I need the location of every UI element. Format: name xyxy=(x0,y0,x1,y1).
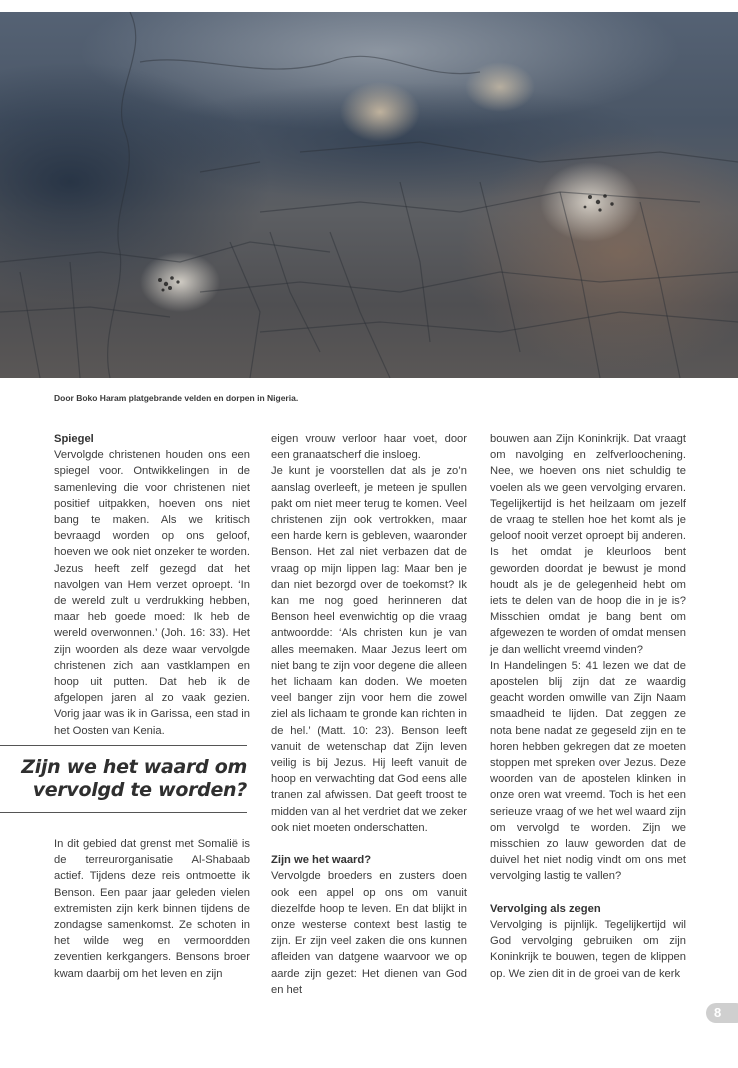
body-paragraph: Vervolging is pijnlijk. Tegelijkertijd wil God vervolging gebruiken om zijn Koninkrijk te bouwen, tegen de klippen op. We zien dit in de groei van de kerk xyxy=(490,919,686,980)
column-2 xyxy=(271,431,467,998)
section-heading-spiegel: Spiegel xyxy=(54,433,94,445)
body-paragraph: Je kunt je voorstellen dat als je zo’n aanslag overleeft, je meteen je spullen pakt om niet meer terug te komen. Veel christenen zijn ook vertrokken, maar een harde kern is gebleven, waaronder Benson. Het zal niet verbazen dat de vraag op mijn lippen lag: Maar ben je dan niet bezorgd over de toekomst? Ik kan me nog goed herinneren dat Benson heel evenwichtig op die vraag antwoordde: ‘Als christen kun je van alles meemaken. Maar Jezus leert om niet bang te zijn voor degene die alleen het lichaam kan doden. We moeten veel banger zijn voor hem die zowel ziel als lichaam te gronde kan richten in de hel.’ (Matt. 10: 23). Benson leeft vanuit de wetenschap dat Zijn leven veilig is bij Jezus. Hij leeft vanuit de hoop en verwachting dat God eens alle tranen zal afwissen. Dat geeft troost te midden van al het verdriet dat we zeker ook niet moeten onderschatten. xyxy=(271,465,467,834)
pull-quote-line-2: vervolgd te worden? xyxy=(32,779,247,801)
body-paragraph: eigen vrouw verloor haar voet, door een granaatscherf die insloeg. xyxy=(271,433,467,462)
pull-quote-line-1: Zijn we het waard om xyxy=(21,756,247,778)
pull-quote xyxy=(0,745,247,813)
section-heading-zegen: Vervolging als zegen xyxy=(490,902,601,915)
body-paragraph: Vervolgde christenen houden ons een spiegel voor. Ontwikkelingen in de samenleving die voor christenen niet positief uitpakken, hoeven ons niet bang te maken. Als we kritisch bevraagd worden op ons geloof, hoeven we ook niet onzeker te worden. Jezus heeft zelf gezegd dat het navolgen van Hem verzet oproept. ‘In de wereld zult u verdrukking hebben, maar heb goede moed: Ik heb de wereld overwonnen.’ (Joh. 16: 33). Het zijn woorden als deze waar vervolgde christenen zich aan vastklampen en hoop uit putten. Dat heb ik de afgelopen jaren al zo vaak gezien. Vorig jaar was ik in Garissa, een stad in het Oosten van Kenia. xyxy=(54,449,250,737)
column-1 xyxy=(54,431,250,739)
pull-quote-text xyxy=(21,756,247,802)
body-paragraph: In Handelingen 5: 41 lezen we dat de apostelen blij zijn dat ze waardig geacht worden omwille van Zijn Naam smaadheid te lijden. Dat zeggen ze nota bene nadat ze gegeseld zijn en te horen hebben gekregen dat ze moeten stoppen met spreken over Jezus. Deze woorden van de apostelen klinken in onze oren wat vreemd. Toch is het een serieuze vraag of we het wel waard zijn om vervolgd te worden. Zijn we misschien zo lauw geworden dat de duivel het niet nodig vindt om ons met vervolging lastig te vallen? xyxy=(490,659,686,883)
column-1-continued xyxy=(54,836,250,982)
aerial-photo xyxy=(0,12,738,378)
body-paragraph: Vervolgde broeders en zusters doen ook een appel op ons om vanuit diezelfde hoop te leven. En dat blijkt in onze westerse context best lastig te zijn. Er zijn veel zaken die ons kunnen afleiden van datgene waarvoor we op aarde zijn gezet: Het dienen van God en het xyxy=(271,870,467,996)
page-number-badge: 8 xyxy=(706,1003,738,1023)
photo-caption: Door Boko Haram platgebrande velden en dorpen in Nigeria. xyxy=(54,393,299,403)
column-3 xyxy=(490,431,686,982)
field-pattern-graphic xyxy=(0,12,738,378)
section-heading-waard: Zijn we het waard? xyxy=(271,854,372,867)
body-paragraph: bouwen aan Zijn Koninkrijk. Dat vraagt om navolging en zelfverloochening. Nee, we hoeven ons niet schuldig te voelen als we geen vervolging ervaren. Tegelijkertijd is het heilzaam om jezelf de vraag te stellen hoe het komt als je geloof nooit verzet oproept bij anderen. Is het omdat je kleurloos bent geworden doordat je bewust je mond houdt als je de gelegenheid hebt om iets te delen van de hoop die in je is? Misschien omdat je bang bent om afgewezen te worden of omdat mensen je dan wellicht vreemd vinden? xyxy=(490,433,686,656)
body-paragraph: In dit gebied dat grenst met Somalië is de terreurorganisatie Al-Shabaab actief. Tijdens deze reis ontmoette ik Benson. Een paar jaar geleden vielen extremisten zijn kerk binnen tijdens de zondagse samenkomst. Ze schoten in het wilde weg en vermoordden zeventien kerkgangers. Bensons broer kwam daarbij om het leven en zijn xyxy=(54,838,250,980)
